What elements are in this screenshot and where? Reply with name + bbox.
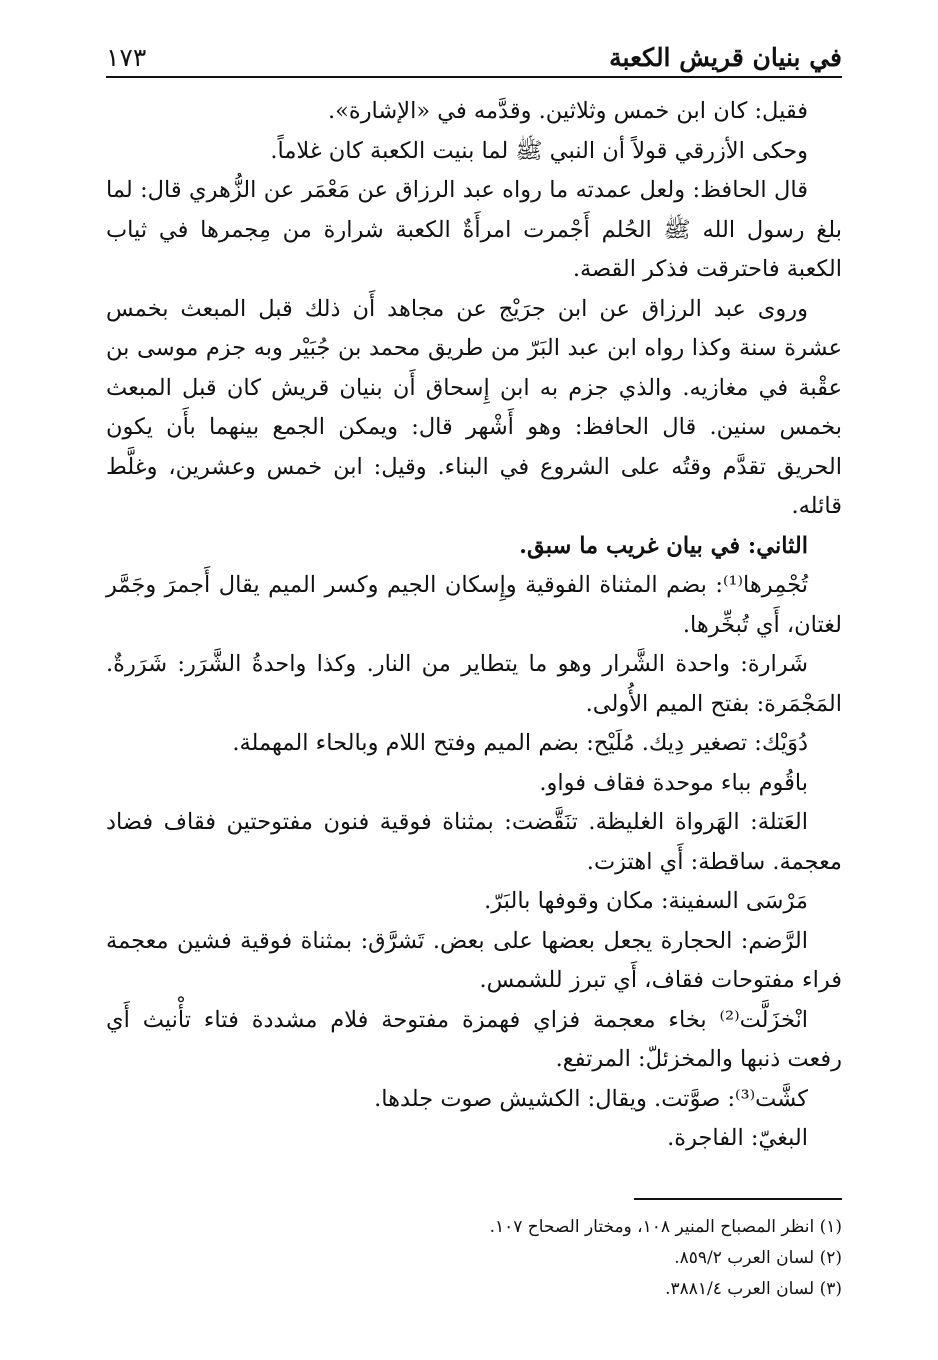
paragraph: فقيل: كان ابن خمس وثلاثين. وقدَّمه في «الإشارة». [327, 98, 808, 124]
glossary-entry: العَتلة: الهَرواة الغليظة. تنَقَّضت: بمثناة فوقية فنون مفتوحتين فقاف فضاد معجمة. ساقطة: أَي اهتزت. [106, 809, 842, 875]
paragraph: قال الحافظ: ولعل عمدته ما رواه عبد الرزاق عن مَعْمَر عن الزُّهري قال: لما بلغ رسول الله ﷺ الحُلم أَجْمرت امرأَةٌ الكعبة شرارة من مِجمرها في ثياب الكعبة فاحترقت فذكر القصة. [106, 177, 842, 282]
running-title: في بنيان قريش الكعبة [609, 43, 842, 72]
running-header [106, 36, 842, 78]
glossary-entry: تُجْمِرها⁽¹⁾: بضم المثناة الفوقية وإِسكان الجيم وكسر الميم يقال أَجمرَ وجَمَّر لغتان، أَي تُبخِّرها. [106, 572, 842, 638]
footnotes [106, 1212, 842, 1305]
footnote: (٣) لسان العرب ٣٨٨١/٤. [665, 1279, 842, 1299]
footnote-divider [634, 1198, 842, 1200]
section-heading: الثاني: في بيان غريب ما سبق. [519, 532, 808, 559]
glossary-entry: الرَّضم: الحجارة يجعل بعضها على بعض. تَشرَّق: بمثناة فوقية فشين معجمة فراء مفتوحات فقاف، أَي تبرز للشمس. [106, 927, 842, 993]
footnote: (٢) لسان العرب ٨٥٩/٢. [674, 1248, 842, 1268]
glossary-entry: شَرارة: واحدة الشَّرار وهو ما يتطاير من النار. وكذا واحدةُ الشَّرَر: شَرَرةٌ. المَجْمَرة: بفتح الميم الأُولى. [106, 651, 842, 717]
glossary-entry: دُوَيْك: تصغير دِيك. مُلَيْح: بضم الميم وفتح اللام وبالحاء المهملة. [232, 730, 808, 756]
glossary-entry: باقُوم بباء موحدة فقاف فواو. [539, 769, 808, 796]
paragraph: وروى عبد الرزاق عن ابن جرَيْج عن مجاهد أَن ذلك قبل المبعث بخمس عشرة سنة وكذا رواه ابن عبد البَرّ من طريق محمد بن جُبَيْر وبه جزم موسى بن عقْبة في مغازيه. والذي جزم به ابن إِسحاق أَن بنيان قريش كان قبل المبعث بخمس سنين. قال الحافظ: وهو أَشْهر قال: ويمكن الجمع بينهما بأَن يكون الحريق تقدَّم وقتُه على الشروع في البناء. وقيل: ابن خمس وعشرين، وغلَّط قائله. [106, 295, 842, 519]
paragraph: وحكى الأزرقي قولاً أن النبي ﷺ لما بنيت الكعبة كان غلاماً. [270, 137, 808, 164]
glossary-entry: كشَّت⁽³⁾: صوَّتت. ويقال: الكشيش صوت جلدها. [374, 1085, 808, 1112]
glossary-entry: البغيّ: الفاجرة. [667, 1125, 808, 1151]
glossary-entry: مَرْسَى السفينة: مكان وقوفها بالبَرّ. [484, 888, 808, 914]
page-number: ١٧٣ [106, 43, 147, 72]
glossary-entry: انْخزَلَّت⁽²⁾ بخاء معجمة فزاي فهمزة مفتوحة فلام مشددة فتاء تأْنيث أَي رفعت ذنبها والمخزئلّ: المرتفع. [106, 1006, 842, 1072]
footnote: (١) انظر المصباح المنير ١٠٨، ومختار الصحاح ١٠٧. [489, 1217, 842, 1237]
main-text [106, 92, 842, 1159]
